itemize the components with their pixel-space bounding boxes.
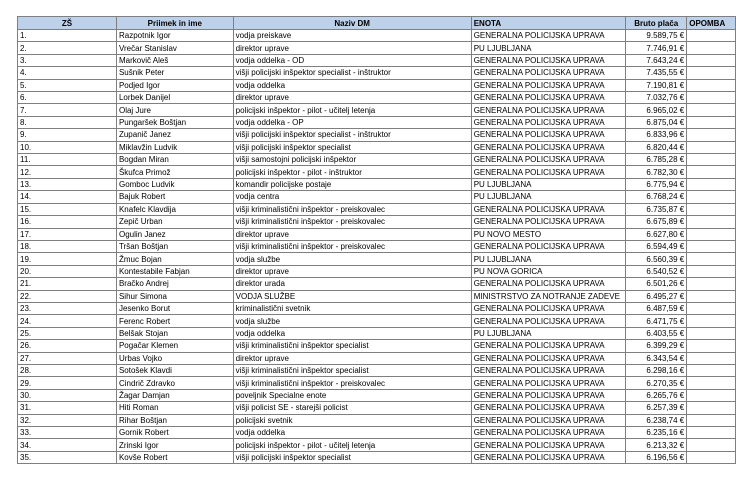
cell-position: višji kriminalistični inšpektor - preiskovalec [233,216,471,228]
table-row [18,216,736,228]
cell-full-name: Ferenc Robert [116,315,233,327]
cell-full-name: Podjed Igor [116,79,233,91]
cell-row-number: 4. [18,67,117,79]
cell-position: vodja preiskave [233,30,471,42]
cell-gross-salary: 7.643,24 € [626,54,687,66]
cell-full-name: Pungaršek Boštjan [116,116,233,128]
col-header-zs: ZŠ [18,17,117,30]
cell-position: višji kriminalistični inšpektor specialist [233,364,471,376]
cell-gross-salary: 6.238,74 € [626,414,687,426]
table-row [18,166,736,178]
cell-row-number: 27. [18,352,117,364]
cell-note [687,240,736,252]
cell-position: direktor urada [233,278,471,290]
cell-note [687,104,736,116]
cell-position: višji policijski inšpektor specialist [233,451,471,463]
cell-unit: GENERALNA POLICIJSKA UPRAVA [471,364,626,376]
cell-gross-salary: 6.235,16 € [626,427,687,439]
table-header [18,17,736,30]
cell-position: vodja oddelka [233,79,471,91]
cell-position: višji samostojni policijski inšpektor [233,154,471,166]
table-row [18,104,736,116]
cell-unit: GENERALNA POLICIJSKA UPRAVA [471,30,626,42]
cell-unit: GENERALNA POLICIJSKA UPRAVA [471,439,626,451]
cell-note [687,203,736,215]
cell-row-number: 34. [18,439,117,451]
cell-unit: MINISTRSTVO ZA NOTRANJE ZADEVE [471,290,626,302]
cell-unit: GENERALNA POLICIJSKA UPRAVA [471,240,626,252]
cell-note [687,315,736,327]
cell-position: kriminalistični svetnik [233,302,471,314]
cell-position: vodja oddelka - OP [233,116,471,128]
cell-note [687,352,736,364]
cell-position: poveljnik Specialne enote [233,389,471,401]
cell-position: vodja oddelka [233,327,471,339]
cell-unit: GENERALNA POLICIJSKA UPRAVA [471,129,626,141]
cell-full-name: Kontestabile Fabjan [116,265,233,277]
table-row [18,439,736,451]
cell-full-name: Sušnik Peter [116,67,233,79]
cell-position: policijski inšpektor - pilot - učitelj letenja [233,104,471,116]
cell-gross-salary: 6.298,16 € [626,364,687,376]
cell-row-number: 13. [18,178,117,190]
table-row [18,228,736,240]
cell-gross-salary: 6.875,04 € [626,116,687,128]
cell-row-number: 15. [18,203,117,215]
cell-full-name: Sihur Simona [116,290,233,302]
cell-unit: GENERALNA POLICIJSKA UPRAVA [471,377,626,389]
cell-row-number: 12. [18,166,117,178]
cell-full-name: Zepič Urban [116,216,233,228]
cell-unit: GENERALNA POLICIJSKA UPRAVA [471,203,626,215]
cell-full-name: Lorbek Danijel [116,92,233,104]
table-row [18,290,736,302]
table-row [18,265,736,277]
table-row [18,129,736,141]
cell-gross-salary: 6.196,56 € [626,451,687,463]
cell-note [687,439,736,451]
cell-gross-salary: 6.782,30 € [626,166,687,178]
cell-row-number: 6. [18,92,117,104]
table-row [18,141,736,153]
cell-full-name: Urbas Vojko [116,352,233,364]
cell-full-name: Vrečar Stanislav [116,42,233,54]
cell-full-name: Miklavžin Ludvik [116,141,233,153]
cell-note [687,327,736,339]
col-header-note: OPOMBA [687,17,736,30]
table-row [18,414,736,426]
cell-gross-salary: 7.435,55 € [626,67,687,79]
cell-row-number: 14. [18,191,117,203]
cell-gross-salary: 7.190,81 € [626,79,687,91]
cell-gross-salary: 6.270,35 € [626,377,687,389]
cell-unit: PU NOVA GORICA [471,265,626,277]
cell-gross-salary: 6.820,44 € [626,141,687,153]
cell-position: višji kriminalistični inšpektor specialist [233,340,471,352]
cell-gross-salary: 6.403,55 € [626,327,687,339]
cell-unit: GENERALNA POLICIJSKA UPRAVA [471,315,626,327]
cell-gross-salary: 6.560,39 € [626,253,687,265]
header-row [18,17,736,30]
cell-unit: PU NOVO MESTO [471,228,626,240]
table-row [18,389,736,401]
cell-unit: PU LJUBLJANA [471,191,626,203]
cell-position: vodja oddelka - OD [233,54,471,66]
cell-row-number: 1. [18,30,117,42]
col-header-unit: ENOTA [471,17,626,30]
cell-unit: GENERALNA POLICIJSKA UPRAVA [471,67,626,79]
cell-note [687,451,736,463]
table-row [18,315,736,327]
cell-row-number: 18. [18,240,117,252]
cell-note [687,364,736,376]
cell-gross-salary: 6.471,75 € [626,315,687,327]
cell-note [687,116,736,128]
cell-unit: GENERALNA POLICIJSKA UPRAVA [471,79,626,91]
cell-row-number: 22. [18,290,117,302]
cell-full-name: Belšak Stojan [116,327,233,339]
cell-position: direktor uprave [233,352,471,364]
table-row [18,191,736,203]
cell-unit: GENERALNA POLICIJSKA UPRAVA [471,54,626,66]
cell-full-name: Olaj Jure [116,104,233,116]
cell-unit: GENERALNA POLICIJSKA UPRAVA [471,402,626,414]
cell-row-number: 31. [18,402,117,414]
table-row [18,352,736,364]
cell-unit: GENERALNA POLICIJSKA UPRAVA [471,278,626,290]
cell-full-name: Jesenko Borut [116,302,233,314]
cell-unit: GENERALNA POLICIJSKA UPRAVA [471,116,626,128]
cell-note [687,141,736,153]
cell-position: policijski svetnik [233,414,471,426]
col-header-name: Priimek in ime [116,17,233,30]
cell-row-number: 24. [18,315,117,327]
cell-full-name: Rihar Boštjan [116,414,233,426]
cell-gross-salary: 6.399,29 € [626,340,687,352]
salary-table [17,16,736,464]
cell-position: direktor uprave [233,92,471,104]
cell-position: vodja službe [233,253,471,265]
cell-note [687,216,736,228]
table-body [18,30,736,464]
cell-row-number: 28. [18,364,117,376]
table-row [18,30,736,42]
table-row [18,278,736,290]
cell-gross-salary: 6.627,80 € [626,228,687,240]
cell-row-number: 20. [18,265,117,277]
cell-row-number: 11. [18,154,117,166]
cell-gross-salary: 6.785,28 € [626,154,687,166]
cell-row-number: 9. [18,129,117,141]
cell-row-number: 21. [18,278,117,290]
cell-position: višji policijski inšpektor specialist [233,141,471,153]
cell-full-name: Bajuk Robert [116,191,233,203]
cell-note [687,42,736,54]
table-row [18,427,736,439]
cell-note [687,414,736,426]
cell-position: policijski inšpektor - pilot - inštruktor [233,166,471,178]
cell-full-name: Hiti Roman [116,402,233,414]
table-row [18,54,736,66]
cell-position: višji kriminalistični inšpektor - preiskovalec [233,203,471,215]
cell-note [687,302,736,314]
cell-unit: GENERALNA POLICIJSKA UPRAVA [471,427,626,439]
cell-row-number: 8. [18,116,117,128]
cell-full-name: Markovič Aleš [116,54,233,66]
table-row [18,79,736,91]
cell-full-name: Sotošek Klavdi [116,364,233,376]
table-row [18,302,736,314]
table-row [18,240,736,252]
cell-full-name: Žagar Damjan [116,389,233,401]
cell-position: vodja centra [233,191,471,203]
cell-unit: PU LJUBLJANA [471,327,626,339]
cell-row-number: 26. [18,340,117,352]
cell-full-name: Zrinski Igor [116,439,233,451]
cell-position: višji policijski inšpektor specialist - inštruktor [233,67,471,79]
cell-gross-salary: 6.735,87 € [626,203,687,215]
table-row [18,178,736,190]
cell-gross-salary: 6.775,94 € [626,178,687,190]
cell-note [687,92,736,104]
cell-note [687,191,736,203]
table-row [18,364,736,376]
cell-position: višji policist SE - starejši policist [233,402,471,414]
cell-full-name: Zupanič Janez [116,129,233,141]
cell-row-number: 33. [18,427,117,439]
cell-note [687,79,736,91]
cell-note [687,340,736,352]
cell-gross-salary: 6.501,26 € [626,278,687,290]
cell-position: višji kriminalistični inšpektor - preiskovalec [233,240,471,252]
cell-note [687,228,736,240]
cell-row-number: 32. [18,414,117,426]
cell-gross-salary: 6.495,27 € [626,290,687,302]
cell-row-number: 7. [18,104,117,116]
cell-full-name: Gornik Robert [116,427,233,439]
cell-gross-salary: 6.594,49 € [626,240,687,252]
cell-note [687,377,736,389]
cell-row-number: 2. [18,42,117,54]
cell-row-number: 30. [18,389,117,401]
cell-gross-salary: 6.675,89 € [626,216,687,228]
cell-note [687,290,736,302]
cell-note [687,154,736,166]
table-row [18,253,736,265]
cell-unit: GENERALNA POLICIJSKA UPRAVA [471,141,626,153]
cell-unit: GENERALNA POLICIJSKA UPRAVA [471,166,626,178]
cell-gross-salary: 7.746,91 € [626,42,687,54]
cell-position: višji kriminalistični inšpektor - preiskovalec [233,377,471,389]
cell-gross-salary: 6.768,24 € [626,191,687,203]
cell-full-name: Gomboc Ludvik [116,178,233,190]
table-row [18,402,736,414]
cell-position: višji policijski inšpektor specialist - inštruktor [233,129,471,141]
cell-full-name: Cindrič Zdravko [116,377,233,389]
table-row [18,92,736,104]
cell-position: direktor uprave [233,42,471,54]
table-row [18,327,736,339]
cell-full-name: Škufca Primož [116,166,233,178]
table-row [18,451,736,463]
cell-gross-salary: 9.589,75 € [626,30,687,42]
cell-note [687,278,736,290]
cell-unit: GENERALNA POLICIJSKA UPRAVA [471,389,626,401]
cell-unit: GENERALNA POLICIJSKA UPRAVA [471,92,626,104]
cell-unit: PU LJUBLJANA [471,42,626,54]
cell-full-name: Tršan Boštjan [116,240,233,252]
cell-row-number: 23. [18,302,117,314]
cell-position: vodja službe [233,315,471,327]
cell-gross-salary: 6.965,02 € [626,104,687,116]
cell-note [687,30,736,42]
cell-row-number: 3. [18,54,117,66]
table-row [18,340,736,352]
table-row [18,116,736,128]
cell-note [687,389,736,401]
cell-unit: GENERALNA POLICIJSKA UPRAVA [471,340,626,352]
cell-gross-salary: 6.487,59 € [626,302,687,314]
cell-note [687,178,736,190]
cell-note [687,166,736,178]
cell-position: policijski inšpektor - pilot - učitelj letenja [233,439,471,451]
cell-row-number: 35. [18,451,117,463]
cell-unit: GENERALNA POLICIJSKA UPRAVA [471,216,626,228]
cell-position: vodja oddelka [233,427,471,439]
cell-note [687,265,736,277]
cell-row-number: 16. [18,216,117,228]
cell-position: VODJA SLUŽBE [233,290,471,302]
cell-full-name: Kovše Robert [116,451,233,463]
cell-full-name: Razpotnik Igor [116,30,233,42]
cell-full-name: Žmuc Bojan [116,253,233,265]
cell-position: komandir policijske postaje [233,178,471,190]
cell-unit: GENERALNA POLICIJSKA UPRAVA [471,451,626,463]
cell-full-name: Knafelc Klavdija [116,203,233,215]
table-row [18,154,736,166]
cell-full-name: Ogulin Janez [116,228,233,240]
cell-gross-salary: 6.540,52 € [626,265,687,277]
cell-unit: GENERALNA POLICIJSKA UPRAVA [471,154,626,166]
cell-row-number: 17. [18,228,117,240]
col-header-gross-salary: Bruto plača [626,17,687,30]
table-row [18,42,736,54]
cell-note [687,54,736,66]
cell-gross-salary: 6.213,32 € [626,439,687,451]
cell-row-number: 25. [18,327,117,339]
cell-position: direktor uprave [233,228,471,240]
col-header-position: Naziv DM [233,17,471,30]
cell-note [687,129,736,141]
cell-gross-salary: 6.833,96 € [626,129,687,141]
table-row [18,67,736,79]
cell-unit: GENERALNA POLICIJSKA UPRAVA [471,302,626,314]
cell-row-number: 10. [18,141,117,153]
cell-row-number: 19. [18,253,117,265]
cell-row-number: 5. [18,79,117,91]
cell-gross-salary: 6.343,54 € [626,352,687,364]
cell-note [687,427,736,439]
cell-note [687,253,736,265]
cell-full-name: Bračko Andrej [116,278,233,290]
cell-unit: GENERALNA POLICIJSKA UPRAVA [471,352,626,364]
cell-position: direktor uprave [233,265,471,277]
cell-unit: GENERALNA POLICIJSKA UPRAVA [471,104,626,116]
table-row [18,377,736,389]
cell-gross-salary: 6.257,39 € [626,402,687,414]
cell-note [687,402,736,414]
cell-full-name: Pogačar Klemen [116,340,233,352]
cell-note [687,67,736,79]
table-row [18,203,736,215]
cell-full-name: Bogdan Miran [116,154,233,166]
cell-row-number: 29. [18,377,117,389]
cell-gross-salary: 7.032,76 € [626,92,687,104]
cell-unit: PU LJUBLJANA [471,253,626,265]
cell-unit: GENERALNA POLICIJSKA UPRAVA [471,414,626,426]
cell-gross-salary: 6.265,76 € [626,389,687,401]
cell-unit: PU LJUBLJANA [471,178,626,190]
